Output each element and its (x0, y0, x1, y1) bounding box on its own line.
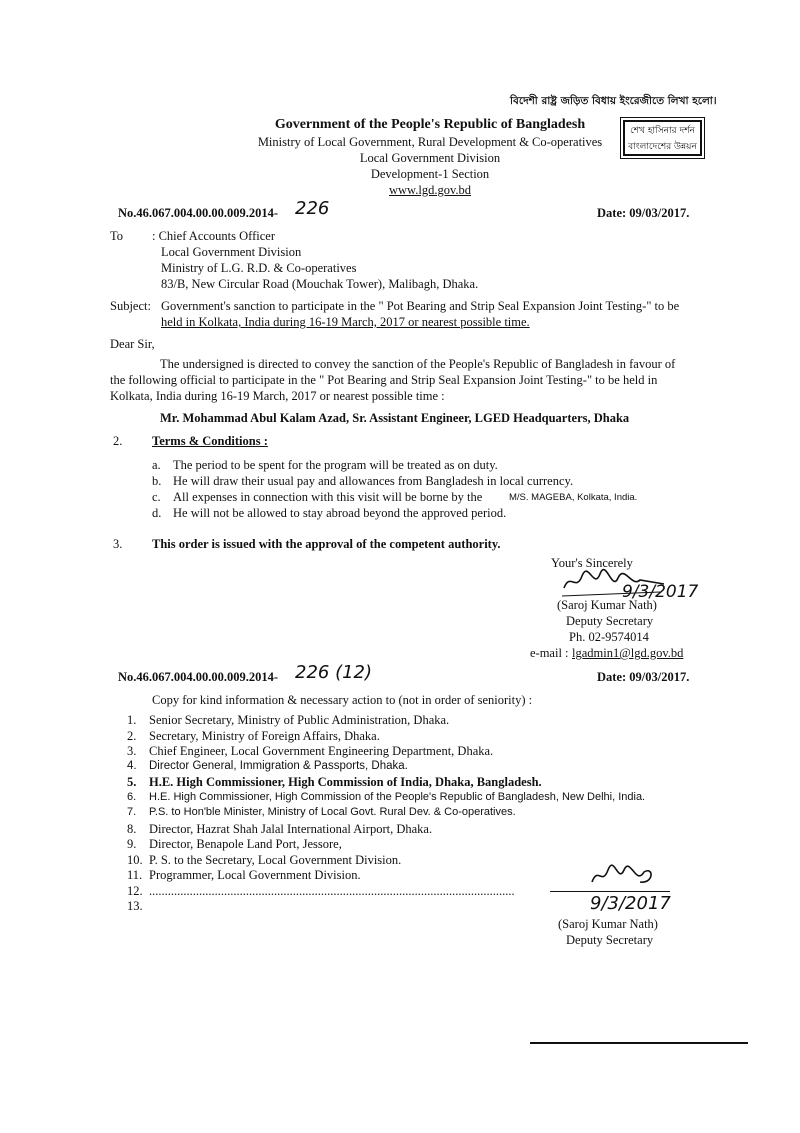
term-a-text: The period to be spent for the program will be treated as on duty. (173, 458, 498, 472)
signatory-name-2: (Saroj Kumar Nath) (558, 917, 658, 931)
signature-2-scribble (588, 862, 658, 892)
signatory-phone: Ph. 02-9574014 (569, 630, 649, 644)
official-name: Mr. Mohammad Abul Kalam Azad, Sr. Assistant Engineer, LGED Headquarters, Dhaka (160, 411, 630, 425)
top-note: বিদেশী রাষ্ট্র জড়িত বিধায় ইংরেজীতে লিখা হলো। (510, 95, 717, 107)
copy-number: 1. (127, 713, 137, 727)
memo-number-2: No.46.067.004.00.00.009.2014- (118, 670, 279, 684)
list-item (127, 744, 645, 760)
copy-text: P. S. to the Secretary, Local Government Division. (149, 852, 402, 867)
signature-2-line (550, 891, 670, 892)
header-section: Development-1 Section (370, 167, 490, 181)
copy-text: Senior Secretary, Ministry of Public Administration, Dhaka. (149, 713, 450, 727)
copy-number: 7. (127, 806, 137, 818)
salutation: Dear Sir, (110, 337, 155, 351)
copy-text: Chief Engineer, Local Government Engineering Department, Dhaka. (149, 744, 494, 758)
to-line-4: 83/B, New Circular Road (Mouchak Tower), Malibagh, Dhaka. (161, 277, 479, 291)
term-c-mark: c. (152, 490, 161, 504)
copy-number: 3. (127, 744, 137, 758)
stamp-line-2: বাংলাদেশের উন্নয়ন (628, 142, 697, 152)
order-text: This order is issued with the approval of the competent authority. (152, 537, 501, 551)
copy-number: 4. (127, 759, 137, 772)
copy-text: ..................................................................................................................... (149, 883, 515, 898)
list-item (127, 775, 645, 791)
signatory-title-1: Deputy Secretary (566, 614, 654, 628)
term-c-sponsor: M/S. MAGEBA, Kolkata, India. (509, 492, 638, 503)
copy-text: H.E. High Commissioner, High Commission of the People's Republic of Bangladesh, New Delhi, India. (149, 790, 646, 803)
term-a-mark: a. (152, 458, 161, 472)
copy-text: H.E. High Commissioner, High Commission of India, Dhaka, Bangladesh. (149, 775, 542, 789)
copy-number: 12. (127, 883, 143, 898)
term-d-text: He will not be allowed to stay abroad beyond the approved period. (173, 506, 507, 520)
subject-line-1: Government's sanction to participate in the " Pot Bearing and Strip Seal Expansion Joint Testing-" to be (161, 299, 680, 313)
memo-number-2-handwritten: 226 (12) (295, 662, 373, 683)
header-government: Government of the People's Republic of Bangladesh (274, 117, 586, 132)
body-line-2: the following official to participate in the " Pot Bearing and Strip Seal Expansion Joint Testing-" to be held in (110, 373, 658, 387)
copy-text: Director, Hazrat Shah Jalal International Airport, Dhaka. (149, 821, 433, 836)
copy-text: Programmer, Local Government Division. (149, 868, 361, 882)
list-item (127, 868, 645, 884)
order-number: 3. (113, 537, 123, 551)
memo-date-2: Date: 09/03/2017. (597, 670, 690, 684)
copy-text: Secretary, Ministry of Foreign Affairs, Dhaka. (149, 728, 380, 743)
list-item (127, 760, 645, 776)
copy-text: Director, Benapole Land Port, Jessore, (149, 837, 342, 851)
list-item (127, 713, 645, 729)
signatory-title-2: Deputy Secretary (566, 933, 654, 947)
header-website: www.lgd.gov.bd (388, 183, 472, 197)
memo-date-1: Date: 09/03/2017. (597, 206, 690, 220)
body-line-1: The undersigned is directed to convey the sanction of the People's Republic of Bangladesh in favour of (160, 357, 676, 371)
list-item (127, 791, 645, 807)
term-b-mark: b. (152, 474, 162, 488)
term-c-text: All expenses in connection with this visit will be borne by the (173, 490, 483, 504)
copy-number: 11. (127, 868, 143, 882)
list-item (127, 806, 645, 822)
terms-title: Terms & Conditions : (152, 434, 268, 448)
copy-number: 13. (127, 899, 143, 913)
copy-number: 9. (127, 837, 137, 851)
copy-list (127, 713, 645, 915)
copy-number: 10. (127, 852, 143, 867)
list-item (127, 837, 645, 853)
to-line-3: Ministry of L.G. R.D. & Co-operatives (161, 261, 357, 275)
list-item (127, 822, 645, 838)
header-ministry: Ministry of Local Government, Rural Development & Co-operatives (257, 135, 603, 149)
memo-number-1: No.46.067.004.00.00.009.2014- (118, 206, 279, 220)
body-line-3: Kolkata, India during 16-19 March, 2017 or nearest possible time : (110, 389, 445, 403)
to-line-1: : Chief Accounts Officer (152, 229, 275, 243)
list-item (127, 729, 645, 745)
copy-number: 2. (127, 728, 137, 743)
to-line-2: Local Government Division (161, 245, 302, 259)
signature-2-date: 9/3/2017 (590, 893, 671, 914)
email-label: e-mail : (530, 646, 569, 660)
memo-number-1-handwritten: 226 (295, 198, 330, 219)
list-item (127, 853, 645, 869)
term-b-text: He will draw their usual pay and allowances from Bangladesh in local currency. (173, 474, 574, 488)
copy-intro: Copy for kind information & necessary action to (not in order of seniority) : (152, 693, 533, 707)
subject-line-2: held in Kolkata, India during 16-19 March, 2017 or nearest possible time. (161, 315, 530, 329)
stamp-line-1: শেখ হাসিনার দর্শন (630, 126, 695, 136)
copy-number: 8. (127, 821, 137, 836)
bottom-rule (530, 1042, 748, 1044)
list-item (127, 899, 645, 915)
term-d-mark: d. (152, 506, 162, 520)
to-label: To (110, 229, 124, 243)
signature-1-date: 9/3/2017 (622, 582, 699, 602)
signatory-name-1: (Saroj Kumar Nath) (557, 598, 657, 612)
closing-sincerely: Your's Sincerely (551, 556, 633, 570)
subject-label: Subject: (110, 299, 151, 313)
copy-number: 6. (127, 790, 137, 803)
header-division: Local Government Division (359, 151, 501, 165)
copy-text: Director General, Immigration & Passports, Dhaka. (149, 759, 408, 772)
copy-text: P.S. to Hon'ble Minister, Ministry of Local Govt. Rural Dev. & Co-operatives. (149, 806, 516, 818)
signatory-email: lgadmin1@lgd.gov.bd (572, 646, 684, 660)
terms-number: 2. (113, 434, 123, 448)
copy-number: 5. (127, 775, 137, 789)
